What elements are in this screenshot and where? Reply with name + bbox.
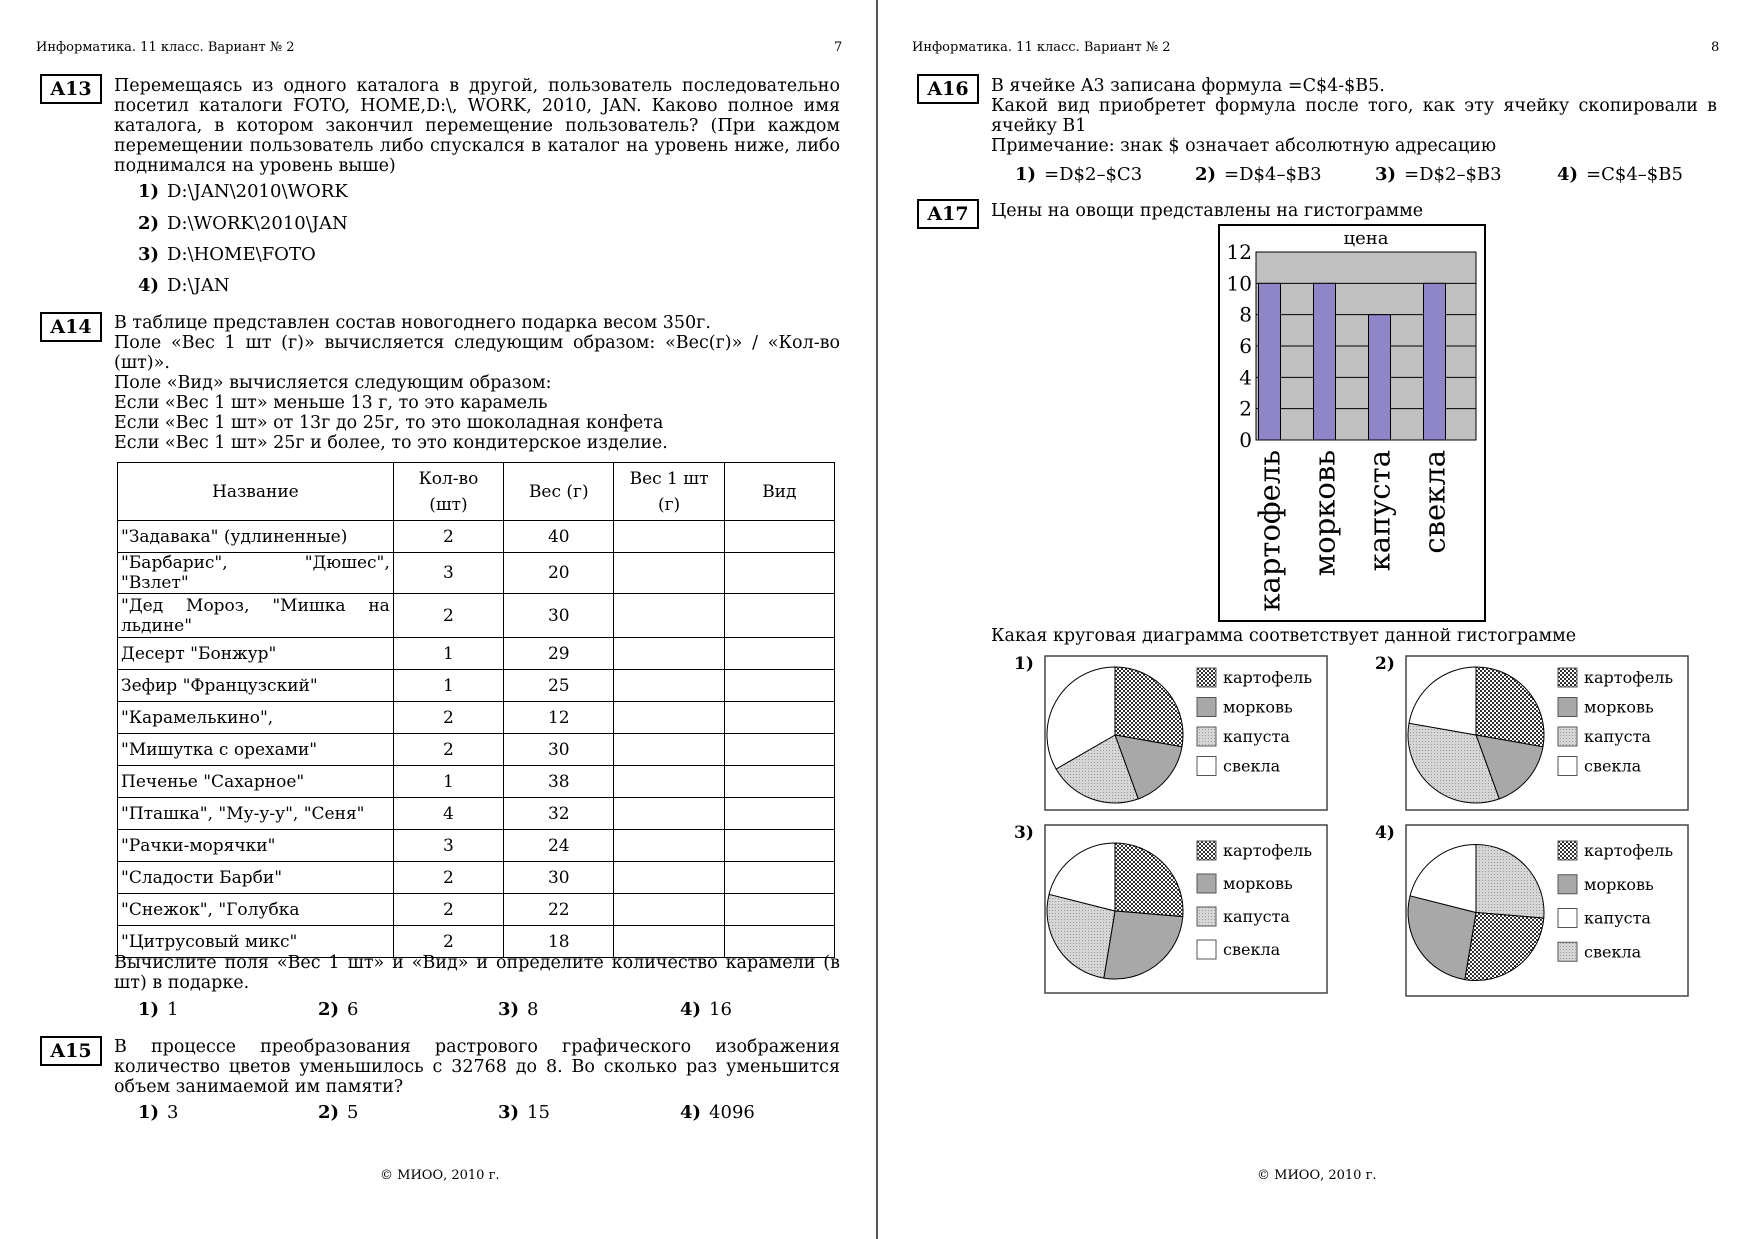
pie-option-label-3: 3) (1014, 823, 1034, 843)
y-tick-label: 4 (1239, 365, 1252, 390)
table-cell: 2 (393, 702, 503, 734)
legend-swatch (1197, 940, 1216, 959)
table-cell: "Снежок", "Голубка (118, 894, 394, 926)
legend-label: свекла (1584, 942, 1642, 962)
legend-swatch (1558, 698, 1577, 717)
a14-option-2: 2) 6 (318, 999, 359, 1020)
page-footer: © МИОО, 2010 г. (380, 1168, 500, 1183)
table-row (118, 734, 835, 766)
table-row (118, 702, 835, 734)
legend-swatch (1558, 668, 1577, 687)
question-text-a14: В таблице представлен состав новогоднего подарка весом 350г. Поле «Вес 1 шт (г)» вычисляется следующим образом: «Вес(г)» / «Кол-во (шт)». Поле «Вид» вычисляется следующим образом: Если «Вес 1 шт» меньше 13 г, то это карамель Если «Вес 1 шт» от 13г до 25г, то это шоколадная конфета Если «Вес 1 шт» 25г и более, то это кондитерское изделие. (114, 313, 840, 453)
legend-swatch (1558, 909, 1577, 928)
table-cell: 1 (393, 670, 503, 702)
table-cell: "Карамелькино", (118, 702, 394, 734)
table-cell: "Рачки-морячки" (118, 830, 394, 862)
legend-label: капуста (1584, 908, 1651, 928)
table-cell (614, 894, 724, 926)
a15-option-1: 1) 3 (138, 1102, 179, 1123)
table-row (118, 553, 835, 594)
table-cell: 2 (393, 894, 503, 926)
legend-label: морковь (1223, 874, 1293, 893)
legend-label: свекла (1584, 756, 1642, 776)
table-cell (724, 766, 834, 798)
page-header: Информатика. 11 класс. Вариант № 2 (36, 40, 295, 55)
col-header: Вес (г) (504, 463, 614, 521)
a14-option-1: 1) 1 (138, 999, 179, 1020)
table-cell: 38 (504, 766, 614, 798)
table-cell: 2 (393, 521, 503, 553)
legend-swatch (1197, 757, 1216, 776)
legend-swatch (1558, 727, 1577, 746)
table-cell (724, 894, 834, 926)
gift-table (117, 462, 835, 958)
legend-label: картофель (1584, 668, 1674, 687)
pie-option-label-1: 1) (1014, 654, 1034, 674)
table-cell: "Дед Мороз, "Мишка на льдине" (118, 594, 394, 638)
legend-label: свекла (1223, 940, 1281, 959)
table-cell (614, 734, 724, 766)
table-cell (614, 702, 724, 734)
table-cell: 30 (504, 734, 614, 766)
col-header: Кол-во (шт) (393, 463, 503, 521)
y-tick-label: 2 (1239, 396, 1252, 421)
table-row (118, 830, 835, 862)
question-text-a17: Цены на овощи представлены на гистограмме (991, 201, 1424, 221)
table-cell: 2 (393, 734, 503, 766)
table-cell: 2 (393, 926, 503, 958)
table-cell (724, 798, 834, 830)
table-cell (724, 670, 834, 702)
legend-label: картофель (1223, 668, 1313, 687)
table-cell (614, 594, 724, 638)
bar (1259, 283, 1281, 440)
a15-option-3: 3) 15 (498, 1102, 550, 1123)
table-cell (724, 521, 834, 553)
y-tick-label: 6 (1239, 334, 1252, 358)
y-tick-label: 0 (1239, 428, 1252, 452)
bar-chart (1218, 224, 1486, 622)
question-label-a13: A13 (40, 74, 102, 104)
table-cell: 25 (504, 670, 614, 702)
legend-swatch (1558, 757, 1577, 776)
table-cell: 22 (504, 894, 614, 926)
a16-option-3: 3) =D$2–$B3 (1375, 164, 1502, 185)
pie-chart-1 (1043, 654, 1329, 812)
question-text-a16: В ячейке A3 записана формула =C$4-$B5. Какой вид приобретет формула после того, как эту ячейку скопировали в ячейку B1 Примечание: знак $ означает абсолютную адресацию (991, 76, 1717, 156)
table-cell (724, 702, 834, 734)
page-footer: © МИОО, 2010 г. (1257, 1168, 1377, 1183)
pie-chart-3 (1043, 823, 1329, 995)
table-cell: Десерт "Бонжур" (118, 638, 394, 670)
page-number: 8 (1711, 40, 1720, 55)
table-cell: 1 (393, 638, 503, 670)
table-cell: 20 (504, 553, 614, 594)
table-row (118, 766, 835, 798)
table-cell: 32 (504, 798, 614, 830)
table-row (118, 798, 835, 830)
x-tick-label: свекла (1417, 450, 1452, 554)
table-cell (614, 862, 724, 894)
legend-label: свекла (1223, 756, 1281, 776)
a13-option-4: 4) D:\JAN (138, 275, 230, 296)
table-cell: 18 (504, 926, 614, 958)
question-label-a16: A16 (917, 74, 979, 104)
bar (1424, 283, 1446, 440)
question-label-a17: A17 (917, 199, 979, 229)
pie-option-label-4: 4) (1375, 823, 1395, 843)
table-row (118, 638, 835, 670)
legend-swatch (1558, 942, 1577, 961)
legend-label: морковь (1223, 697, 1293, 717)
a16-option-2: 2) =D$4–$B3 (1195, 164, 1322, 185)
x-tick-label: морковь (1307, 450, 1342, 577)
table-cell (724, 830, 834, 862)
right-page (877, 0, 1754, 1239)
pie-chart-4 (1404, 823, 1690, 998)
legend-swatch (1197, 727, 1216, 746)
table-cell: Печенье "Сахарное" (118, 766, 394, 798)
table-cell (614, 798, 724, 830)
table-cell: Зефир "Французский" (118, 670, 394, 702)
legend-swatch (1558, 841, 1577, 860)
table-cell: 3 (393, 553, 503, 594)
y-tick-label: 12 (1226, 240, 1252, 264)
table-row (118, 862, 835, 894)
table-cell (614, 638, 724, 670)
table-cell: 29 (504, 638, 614, 670)
legend-swatch (1197, 907, 1216, 926)
a13-option-2: 2) D:\WORK\2010\JAN (138, 213, 348, 234)
table-row (118, 521, 835, 553)
table-cell (724, 734, 834, 766)
a16-option-4: 4) =C$4–$B5 (1557, 164, 1683, 185)
legend-label: капуста (1584, 727, 1651, 746)
table-cell (614, 670, 724, 702)
table-cell (724, 862, 834, 894)
table-cell: 40 (504, 521, 614, 553)
legend-swatch (1197, 698, 1216, 717)
table-row (118, 670, 835, 702)
pie-option-label-2: 2) (1375, 654, 1395, 674)
a14-option-3: 3) 8 (498, 999, 539, 1020)
table-cell (614, 830, 724, 862)
a16-option-1: 1) =D$2–$C3 (1015, 164, 1143, 185)
legend-swatch (1197, 668, 1216, 687)
table-cell: 2 (393, 862, 503, 894)
a15-option-4: 4) 4096 (680, 1102, 755, 1123)
question-text-a15: В процессе преобразования растрового графического изображения количество цветов уменьшилось с 32768 до 8. Во сколько раз уменьшится объем занимаемой им памяти? (114, 1037, 840, 1097)
table-row (118, 894, 835, 926)
legend-label: капуста (1223, 907, 1290, 926)
table-cell (724, 553, 834, 594)
table-cell: 12 (504, 702, 614, 734)
question-text-a13: Перемещаясь из одного каталога в другой, пользователь последовательно посетил каталоги FOTO, HOME,D:\, WORK, 2010, JAN. Каково полное имя каталога, в котором закончил перемещение пользователь? (При каждом перемещении пользователь либо спускался в каталог на уровень ниже, либо поднимался на уровень выше) (114, 76, 840, 176)
table-cell: "Пташка", "Му-у-у", "Сеня" (118, 798, 394, 830)
a14-option-4: 4) 16 (680, 999, 732, 1020)
a15-option-2: 2) 5 (318, 1102, 359, 1123)
table-cell: 30 (504, 594, 614, 638)
bar (1314, 283, 1336, 440)
a13-option-1: 1) D:\JAN\2010\WORK (138, 181, 348, 202)
col-header: Название (118, 463, 394, 521)
question-text-a14-task: Вычислите поля «Вес 1 шт» и «Вид» и определите количество карамели (в шт) в подарке. (114, 953, 840, 993)
legend-label: морковь (1584, 874, 1654, 894)
table-cell: 1 (393, 766, 503, 798)
table-cell: 30 (504, 862, 614, 894)
table-cell (724, 594, 834, 638)
page-header: Информатика. 11 класс. Вариант № 2 (912, 40, 1171, 55)
legend-label: капуста (1223, 727, 1290, 746)
legend-label: картофель (1584, 841, 1674, 860)
table-cell (724, 638, 834, 670)
table-cell: 3 (393, 830, 503, 862)
legend-label: картофель (1223, 841, 1313, 860)
col-header: Вид (724, 463, 834, 521)
table-cell: "Задавака" (удлиненные) (118, 521, 394, 553)
question-label-a14: A14 (40, 312, 102, 342)
table-cell: "Барбарис", "Дюшес", "Взлет" (118, 553, 394, 594)
x-tick-label: капуста (1362, 450, 1397, 572)
legend-swatch (1197, 874, 1216, 893)
y-tick-label: 8 (1239, 302, 1252, 327)
legend-label: морковь (1584, 697, 1654, 717)
question-text-a17-pie: Какая круговая диаграмма соответствует данной гистограмме (991, 626, 1577, 646)
pie-chart-2 (1404, 654, 1690, 812)
table-cell (614, 553, 724, 594)
table-cell: 2 (393, 594, 503, 638)
chart-title: цена (1343, 228, 1389, 249)
table-row (118, 594, 835, 638)
table-cell: 24 (504, 830, 614, 862)
legend-swatch (1558, 875, 1577, 894)
x-tick-label: картофель (1252, 450, 1287, 612)
a13-option-3: 3) D:\HOME\FOTO (138, 244, 316, 265)
table-cell: "Цитрусовый микс" (118, 926, 394, 958)
table-cell: 4 (393, 798, 503, 830)
page-number: 7 (834, 40, 843, 55)
y-tick-label: 10 (1226, 271, 1252, 296)
col-header: Вес 1 шт (г) (614, 463, 724, 521)
bar (1369, 315, 1391, 440)
question-label-a15: A15 (40, 1036, 102, 1066)
table-cell (614, 521, 724, 553)
table-cell (614, 766, 724, 798)
table-cell: "Сладости Барби" (118, 862, 394, 894)
table-cell: "Мишутка с орехами" (118, 734, 394, 766)
legend-swatch (1197, 841, 1216, 860)
